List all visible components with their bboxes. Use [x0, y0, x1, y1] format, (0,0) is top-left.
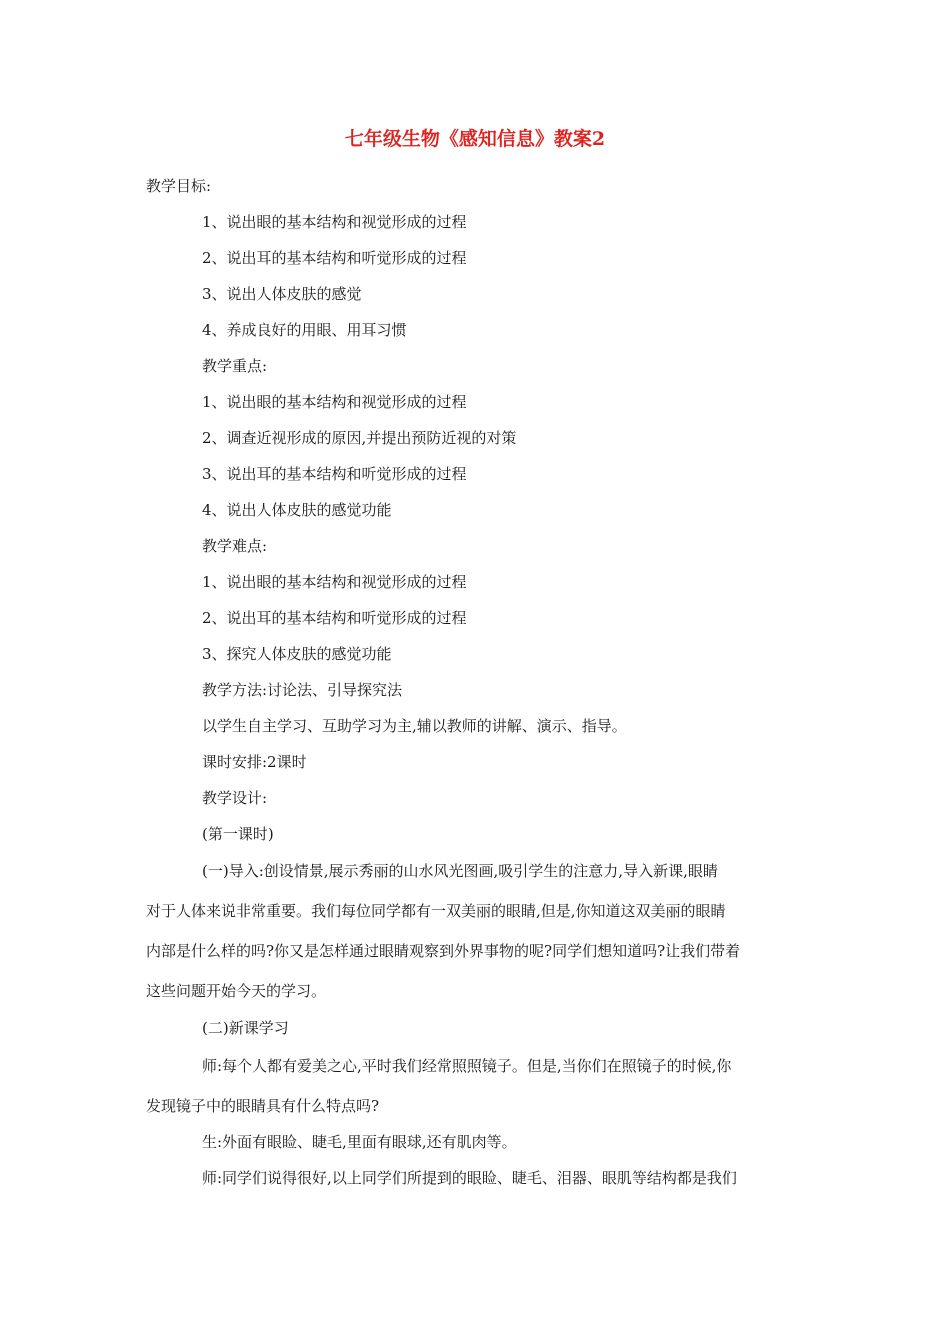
objective-item: 4、养成良好的用眼、用耳习惯 [202, 321, 407, 339]
key-points-heading: 教学重点: [202, 357, 268, 375]
new-lesson-heading: (二)新课学习 [202, 1019, 289, 1037]
difficulty-item: 3、探究人体皮肤的感觉功能 [202, 645, 392, 663]
objective-item: 2、说出耳的基本结构和听觉形成的过程 [202, 249, 467, 267]
teaching-approach: 以学生自主学习、互助学习为主,辅以教师的讲解、演示、指导。 [202, 717, 627, 735]
difficulty-item: 1、说出眼的基本结构和视觉形成的过程 [202, 573, 467, 591]
student-answer: 生:外面有眼睑、睫毛,里面有眼球,还有肌肉等。 [202, 1133, 517, 1151]
key-point-item: 2、调查近视形成的原因,并提出预防近视的对策 [202, 429, 517, 447]
class-schedule: 课时安排:2课时 [202, 753, 307, 771]
paragraph-line: 对于人体来说非常重要。我们每位同学都有一双美丽的眼睛,但是,你知道这双美丽的眼睛 [146, 902, 726, 920]
design-heading: 教学设计: [202, 789, 268, 807]
objective-item: 3、说出人体皮肤的感觉 [202, 285, 362, 303]
key-point-item: 3、说出耳的基本结构和听觉形成的过程 [202, 465, 467, 483]
paragraph-line: 师:每个人都有爱美之心,平时我们经常照照镜子。但是,当你们在照镜子的时候,你 [202, 1057, 732, 1075]
objectives-heading: 教学目标: [146, 177, 212, 195]
teaching-methods: 教学方法:讨论法、引导探究法 [202, 681, 403, 699]
paragraph-line: 这些问题开始今天的学习。 [146, 982, 327, 1000]
paragraph-line: 内部是什么样的吗?你又是怎样通过眼睛观察到外界事物的呢?同学们想知道吗?让我们带着 [146, 942, 741, 960]
difficulties-heading: 教学难点: [202, 537, 268, 555]
document-title: 七年级生物《感知信息》教案2 [344, 128, 606, 150]
lesson-one-label: (第一课时) [202, 825, 274, 843]
paragraph-line: (一)导入:创设情景,展示秀丽的山水风光图画,吸引学生的注意力,导入新课,眼睛 [202, 862, 718, 880]
key-point-item: 4、说出人体皮肤的感觉功能 [202, 501, 392, 519]
key-point-item: 1、说出眼的基本结构和视觉形成的过程 [202, 393, 467, 411]
difficulty-item: 2、说出耳的基本结构和听觉形成的过程 [202, 609, 467, 627]
paragraph-line: 发现镜子中的眼睛具有什么特点吗? [146, 1097, 380, 1115]
objective-item: 1、说出眼的基本结构和视觉形成的过程 [202, 213, 467, 231]
teacher-response: 师:同学们说得很好,以上同学们所提到的眼睑、睫毛、泪器、眼肌等结构都是我们 [202, 1169, 737, 1187]
